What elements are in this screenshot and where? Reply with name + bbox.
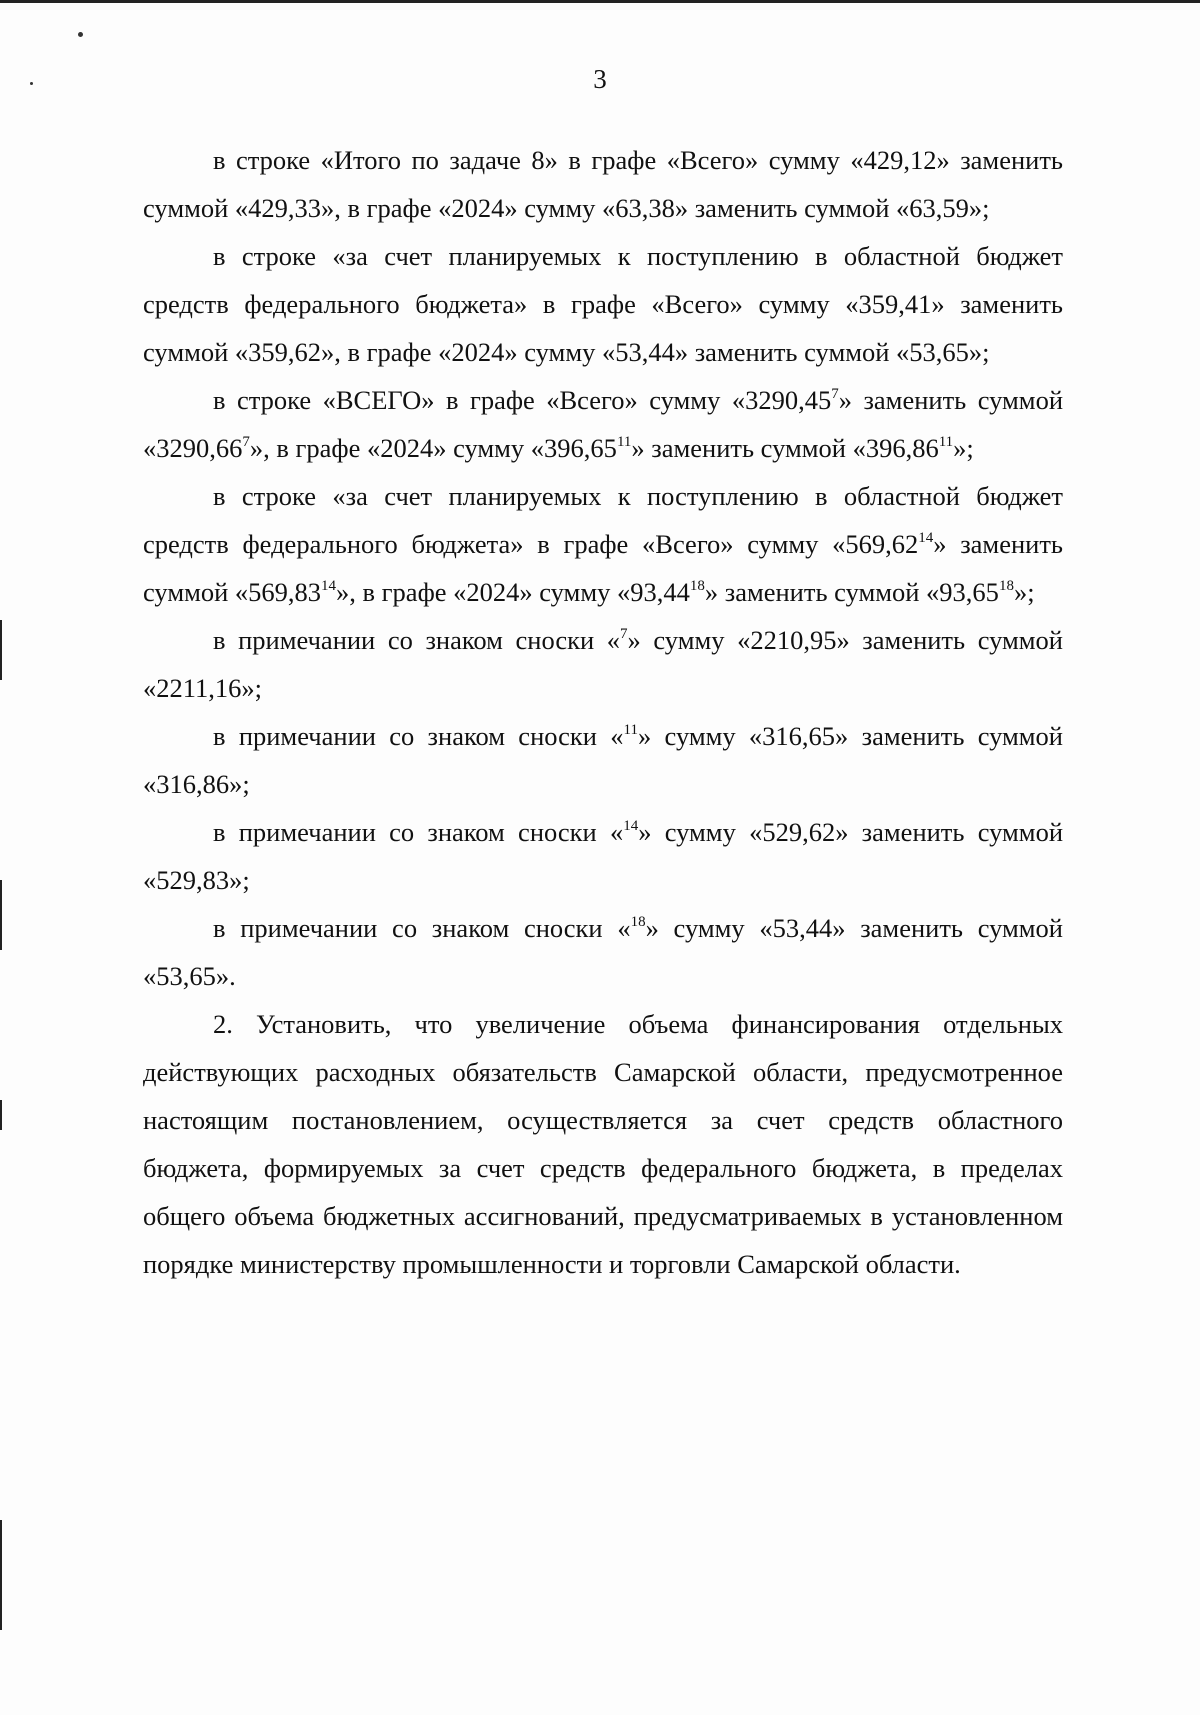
- paragraph: в строке «за счет планируемых к поступлению в областной бюджет средств федерального бюджета» в графе «Всего» сумму «359,41» заменить суммой «359,62», в графе «2024» сумму «53,44» заменить суммой «53,65»;: [143, 241, 1063, 367]
- scan-speck: [78, 32, 83, 37]
- paragraph: в примечании со знаком сноски «$^{11}$» сумму «316,65» заменить суммой «316,86»;: [143, 721, 1063, 799]
- scan-edge-mark: [0, 880, 2, 950]
- paragraph: в строке «за счет планируемых к поступлению в областной бюджет средств федерального бюджета» в графе «Всего» сумму «569,62$^{14}$» заменить суммой «569,83$^{14}$», в графе «2024» сумму «93,44$^{18}$» заменить суммой «93,65$^{18}$»;: [143, 481, 1063, 607]
- paragraph: в строке «ВСЕГО» в графе «Всего» сумму «3290,45$^7$» заменить суммой «3290,66$^7$», в графе «2024» сумму «396,65$^{11}$» заменить суммой «396,86$^{11}$»;: [143, 385, 1064, 463]
- scan-edge-mark: [0, 1520, 2, 1630]
- paragraph: в строке «Итого по задаче 8» в графе «Всего» сумму «429,12» заменить суммой «429,33», в графе «2024» сумму «63,38» заменить суммой «63,59»;: [143, 145, 1063, 223]
- paragraph: в примечании со знаком сноски «$^{14}$» сумму «529,62» заменить суммой «529,83»;: [143, 817, 1063, 895]
- paragraph: в примечании со знаком сноски «$^7$» сумму «2210,95» заменить суммой «2211,16»;: [143, 625, 1063, 703]
- paragraph: в примечании со знаком сноски «$^{18}$» сумму «53,44» заменить суммой «53,65».: [143, 913, 1063, 991]
- scan-edge-mark: [0, 620, 2, 680]
- page-number: 3: [593, 64, 607, 94]
- paragraph: 2. Установить, что увеличение объема финансирования отдельных действующих расходных обязательств Самарской области, предусмотренное настоящим постановлением, осуществляется за счет средств областного бюджета, формируемых за счет средств федерального бюджета, в пределах общего объема бюджетных ассигнований, предусматриваемых в установленном порядке министерству промышленности и торговли Самарской области.: [143, 1009, 1063, 1279]
- scan-edge-line: [0, 0, 1200, 3]
- document-body: [143, 136, 1063, 1288]
- scan-edge-mark: [0, 1100, 2, 1130]
